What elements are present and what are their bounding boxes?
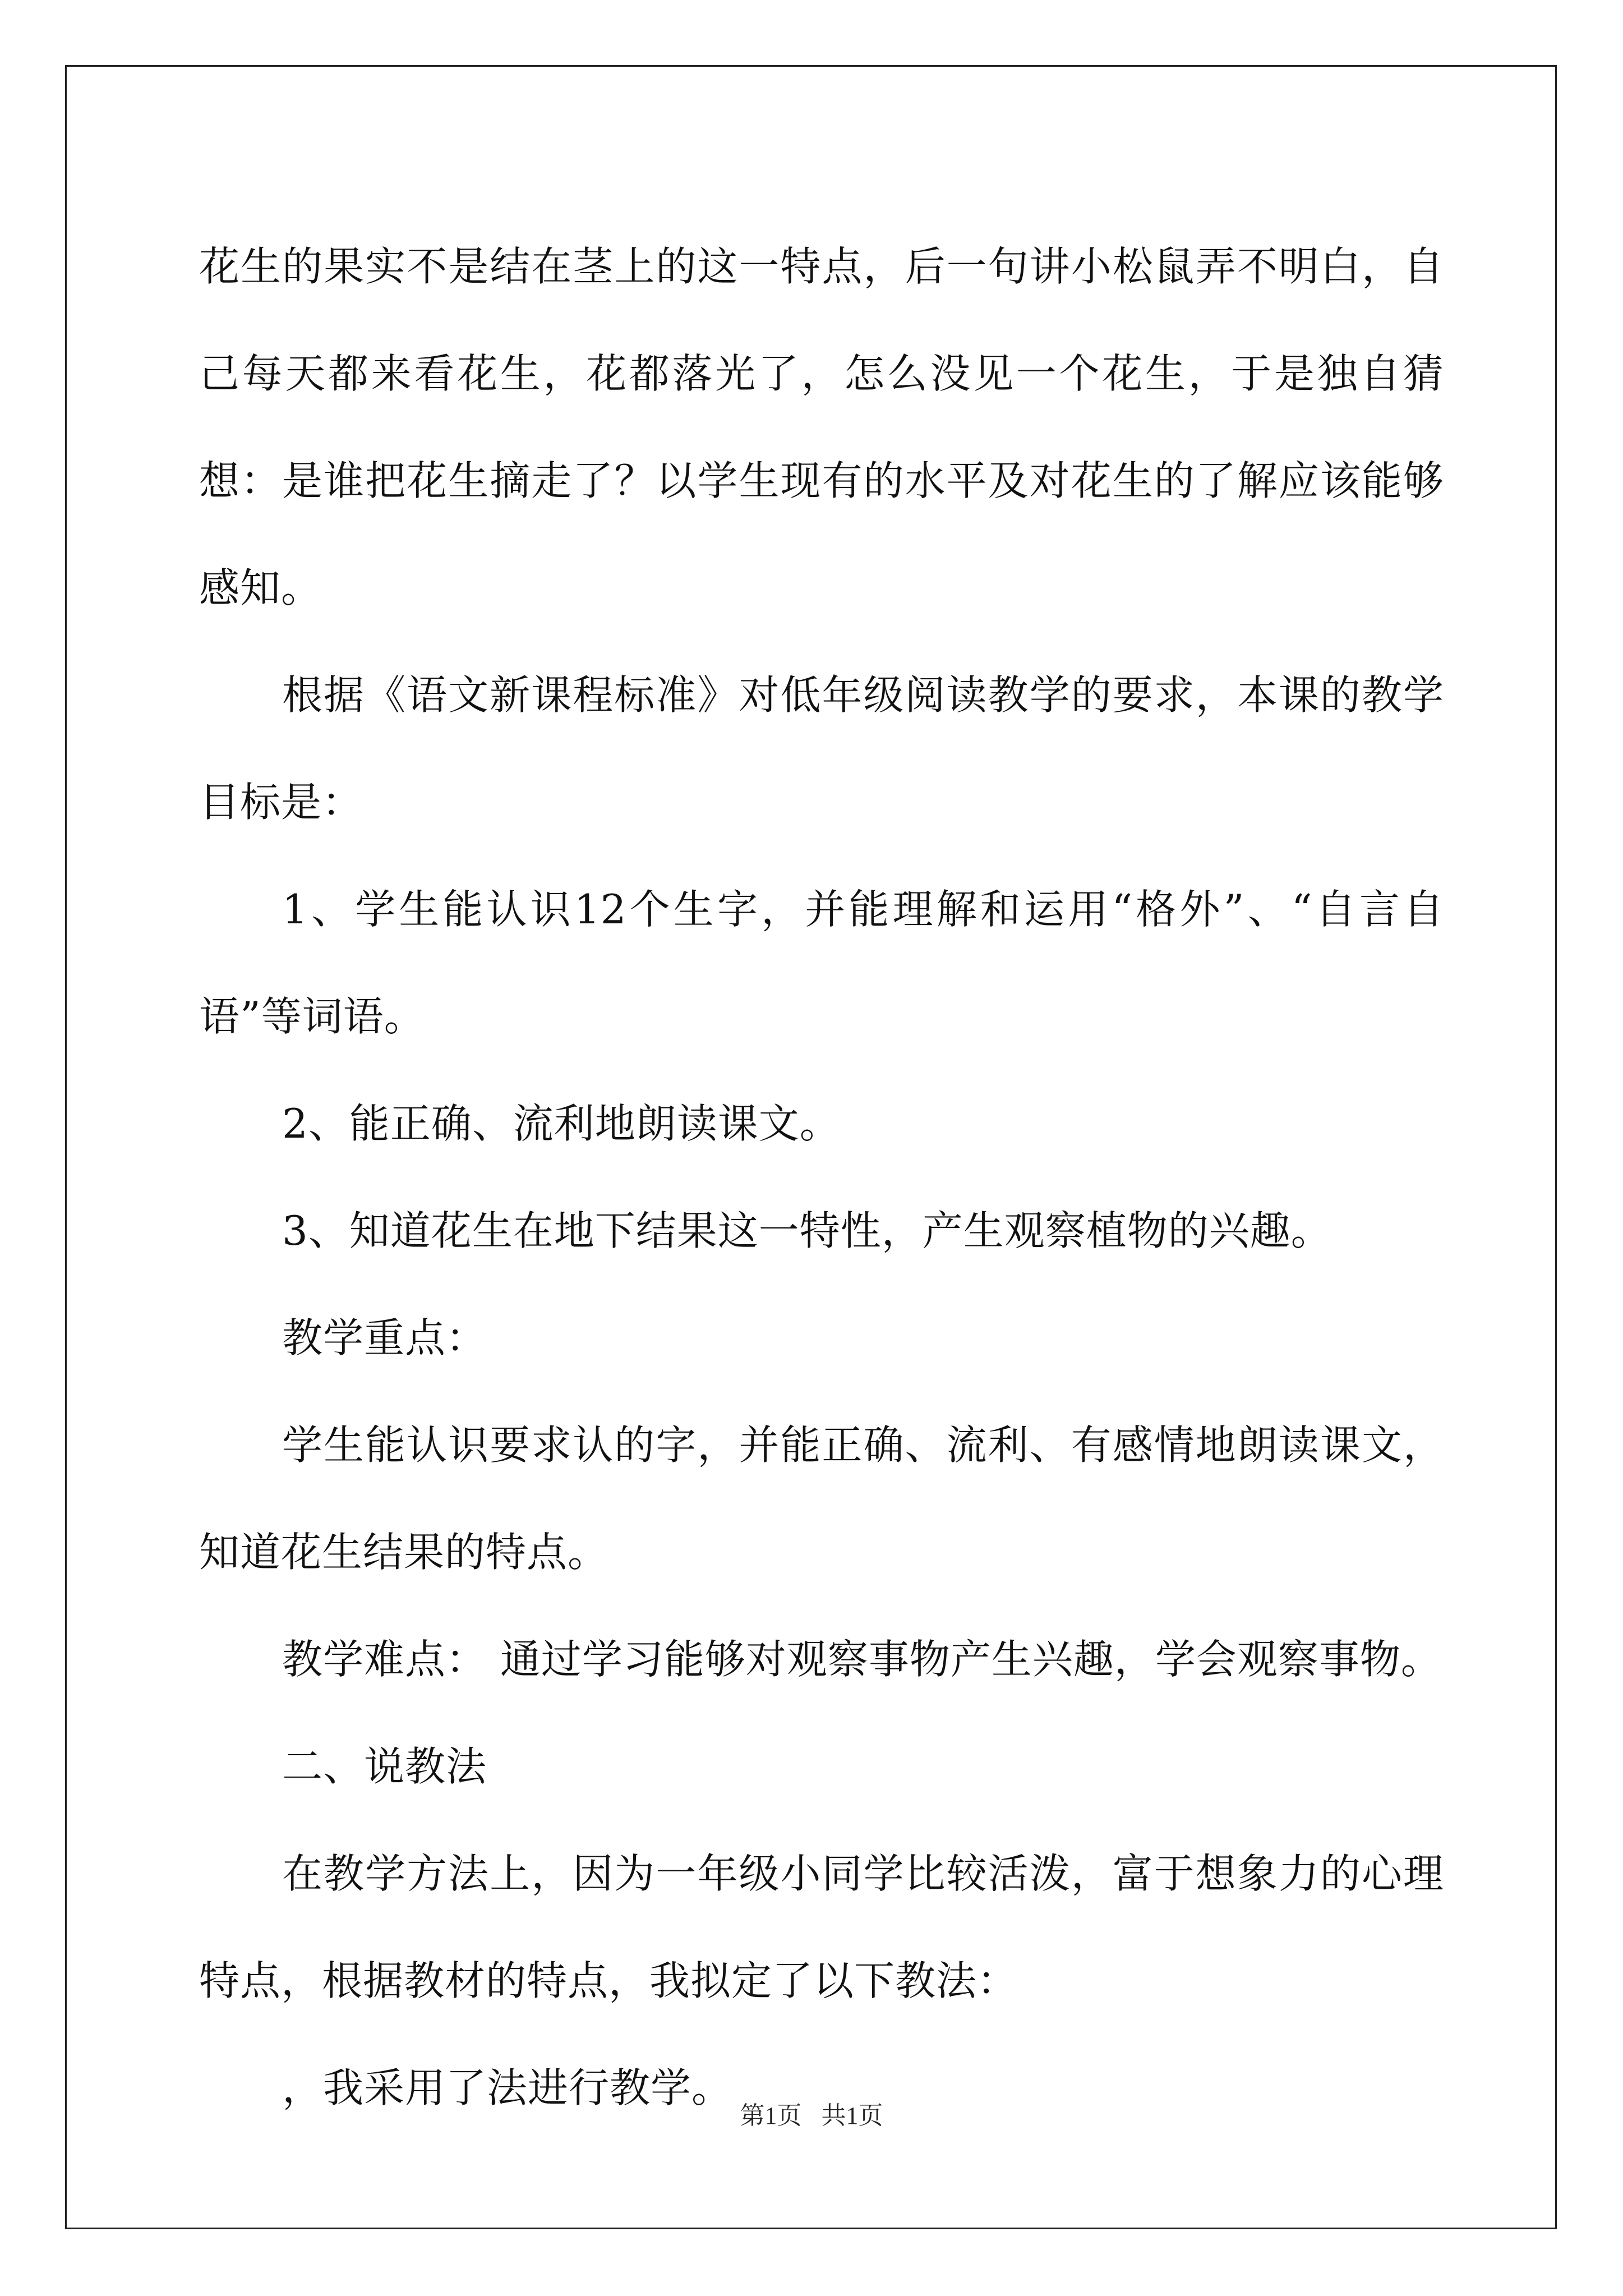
paragraph-9: 二、说教法 (282, 1743, 487, 1790)
paragraph-3: 1、学生能认识12个生字，并能理解和运用“格外”、“自言自语”等词语。 (199, 886, 1444, 1040)
paragraph-1: 花生的果实不是结在茎上的这一特点，后一句讲小松鼠弄不明白，自己每天都来看花生，花都落光了，怎么没见一个花生，于是独自猜想：是谁把花生摘走了？以学生现有的水平及对花生的了解应该能够感知。 (199, 243, 1444, 611)
paragraph-7: 学生能认识要求认的字，并能正确、流利、有感情地朗读课文，知道花生结果的特点。 (199, 1421, 1444, 1576)
paragraph-11: ，我采用了法进行教学。 (282, 2064, 733, 2111)
paragraph-5: 3、知道花生在地下结果这一特性，产生观察植物的兴趣。 (282, 1207, 1332, 1254)
paragraph-8: 教学难点： 通过学习能够对观察事物产生兴趣，学会观察事物。 (282, 1636, 1442, 1683)
paragraph-2: 根据《语文新课程标准》对低年级阅读教学的要求，本课的教学目标是： (199, 671, 1444, 826)
page-footer (0, 2095, 1623, 2131)
paragraph-10: 在教学方法上，因为一年级小同学比较活泼，富于想象力的心理特点，根据教材的特点，我拟定了以下教法： (199, 1850, 1444, 2004)
paragraph-6: 教学重点： (282, 1314, 487, 1361)
paragraph-4: 2、能正确、流利地朗读课文。 (282, 1100, 841, 1147)
page-number-current: 第1页 (740, 2102, 802, 2129)
document-body (199, 213, 1444, 2142)
page-number-total: 共1页 (821, 2102, 883, 2129)
